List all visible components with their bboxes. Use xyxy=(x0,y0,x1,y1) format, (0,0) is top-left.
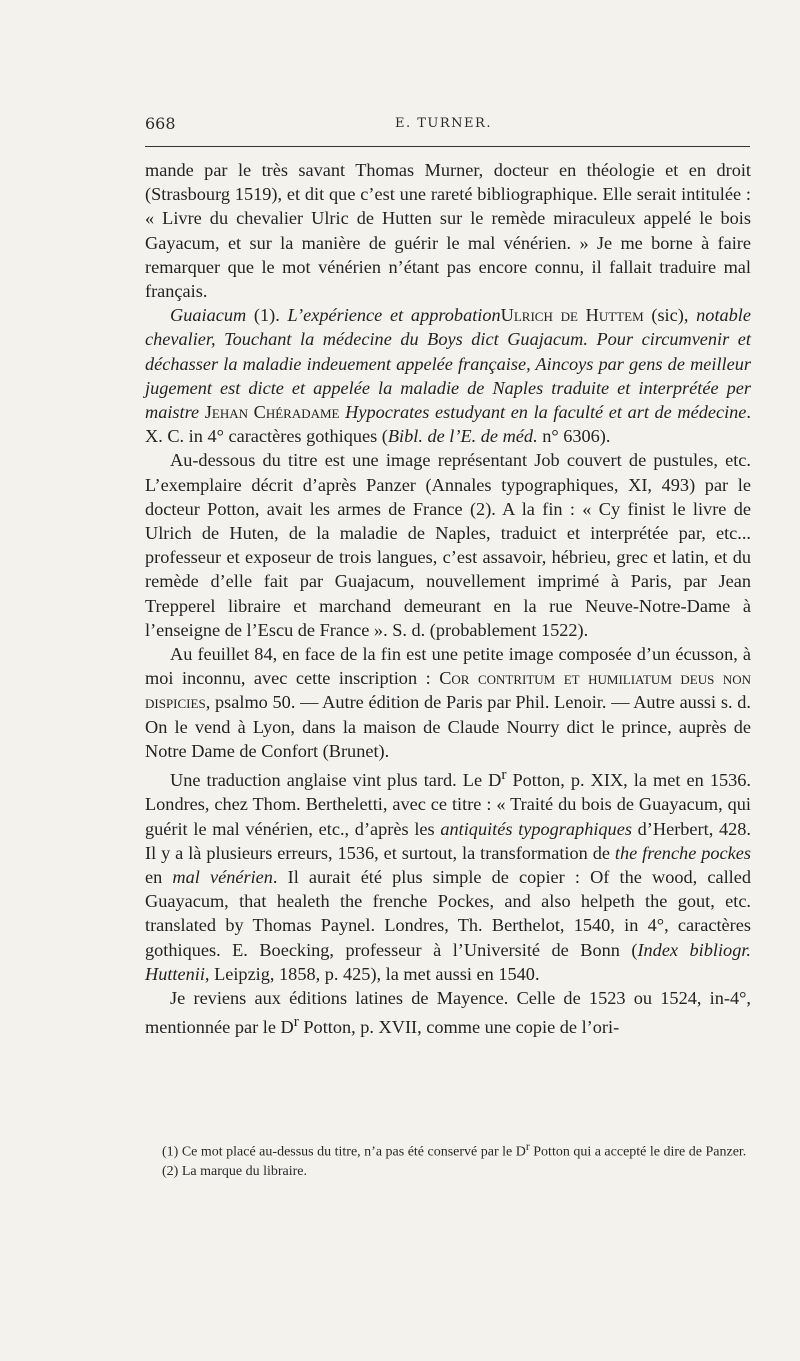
superscript: r xyxy=(293,1013,299,1031)
header-rule xyxy=(145,146,750,147)
text-segment: Potton, p. XIX, la met en 1536. Londres, chez Thom. Bertheletti, avec ce titre : « Traité du bois de Guayacum, qui guérit le mal vénérien, etc., d’après les xyxy=(145,770,751,839)
superscript: r xyxy=(525,1140,530,1153)
italic-segment: the frenche pockes xyxy=(614,842,751,863)
italic-segment: mal vénérien xyxy=(172,866,273,887)
footnotes xyxy=(145,1137,751,1181)
italic-segment: Index bibliogr. Huttenii xyxy=(145,939,751,984)
text-segment: (sic), xyxy=(643,305,697,326)
superscript: r xyxy=(501,766,507,784)
body-text xyxy=(145,158,751,1040)
text-segment: . X. C. in 4° caractères gothiques ( xyxy=(145,402,751,447)
page-number: 668 xyxy=(145,114,176,133)
inscription-smallcaps: Cor contritum et humiliatum deus non dispicies xyxy=(145,668,751,713)
italic-guaiacum: Guaiacum xyxy=(170,305,247,326)
text-segment: Potton qui a accepté le dire de Panzer. xyxy=(529,1144,747,1160)
paragraph-mayence xyxy=(145,986,751,1040)
text-segment: Potton, p. XVII, comme une copie de l’ori- xyxy=(298,1017,620,1038)
translator-name-smallcaps: Jehan Chéradame xyxy=(204,402,340,423)
italic-title-body: notable chevalier, Touchant la médecine du Boys dict Guajacum. Pour circumvenir et déchasser la maladie indeuement appelée française, Aincoys par gens de meilleur jugement est dicte et appelée la maladie de Naples traduite et interprétée per maistre xyxy=(145,305,751,423)
paragraph-guaiacum-title xyxy=(145,303,751,448)
paragraph-continuation: mande par le très savant Thomas Murner, docteur en théologie et en droit (Strasbourg 1519), et dit que c’est une rareté bibliographique. Elle serait intitulée : « Livre du chevalier Ulric de Hutten sur le remède miraculeux appelé le bois Gayacum, et sur la manière de guérir le mal vénérien. » Je me borne à faire remarquer que le mot vénérien n’étant pas encore connu, il fallait traduire mal français. xyxy=(145,160,751,302)
text-segment: , psalmo 50. — Autre édition de Paris par Phil. Lenoir. — Autre aussi s. d. On le vend à Lyon, dans la maison de Claude Nourry dict le prince, auprès de Notre Dame de Confort (Brunet). xyxy=(145,692,751,761)
paragraph-feuillet xyxy=(145,642,751,763)
footnote-1 xyxy=(145,1137,751,1162)
text-segment: . Il aurait été plus simple de copier : Of the wood, called Guayacum, that healeth the frenche Pockes, and also helpeth the gout, etc. translated by Thomas Paynel. Londres, Th. Berthelot, 1540, in 4°, caractères gothiques. E. Boecking, professeur à l’Université de Bonn ( xyxy=(145,866,751,960)
text-segment: Une traduction anglaise vint plus tard. Le D xyxy=(170,770,502,791)
text-segment: , Leipzig, 1858, p. 425), la met aussi en 1540. xyxy=(204,963,540,984)
text-segment: Je reviens aux éditions latines de Mayence. Celle de 1523 ou 1524, in-4°, mentionnée par le D xyxy=(145,988,751,1038)
author-name-smallcaps: Ulrich de Huttem xyxy=(500,305,644,326)
italic-title-end: Hypocrates estudyant en la faculté et art de médecine xyxy=(345,402,747,423)
italic-title-start: L’expérience et approbation xyxy=(287,305,501,326)
paragraph-english-translation xyxy=(145,763,751,986)
text-segment: en xyxy=(145,866,173,887)
text-segment: Au feuillet 84, en face de la fin est une petite image composée d’un écusson, à moi inconnu, avec cette inscription : xyxy=(145,644,751,689)
text-segment: n° 6306). xyxy=(537,426,611,447)
paragraph-description: Au-dessous du titre est une image représentant Job couvert de pustules, etc. L’exemplaire décrit d’après Panzer (Annales typographiques, XI, 493) par le docteur Potton, avait les armes de France (2). A la fin : « Cy finist le livre de Ulrich de Huten, de la maladie de Naples, traduict et interprétée par, etc... professeur et exposeur de trois langues, c’est assavoir, hébrieu, grec et latin, et du remède d’elle fait par Guajacum, nouvellement imprimé à Paris, par Jean Trepperel libraire et marchand demeurant en la rue Neuve-Notre-Dame à l’enseigne de l’Escu de France ». S. d. (probablement 1522). xyxy=(145,450,751,640)
text-segment: (1). xyxy=(246,305,288,326)
page-header xyxy=(145,114,750,138)
italic-bibl-reference: Bibl. de l’E. de méd. xyxy=(387,426,538,447)
italic-segment: antiquités typographiques xyxy=(440,818,632,839)
footnote-2: (2) La marque du libraire. xyxy=(162,1163,307,1179)
running-head: E. TURNER. xyxy=(395,116,492,131)
text-segment: d’Herbert, 428. Il y a là plusieurs erreurs, 1536, et surtout, la transformation de xyxy=(145,818,751,863)
text-segment: (1) Ce mot placé au-dessus du titre, n’a pas été conservé par le D xyxy=(162,1144,526,1160)
